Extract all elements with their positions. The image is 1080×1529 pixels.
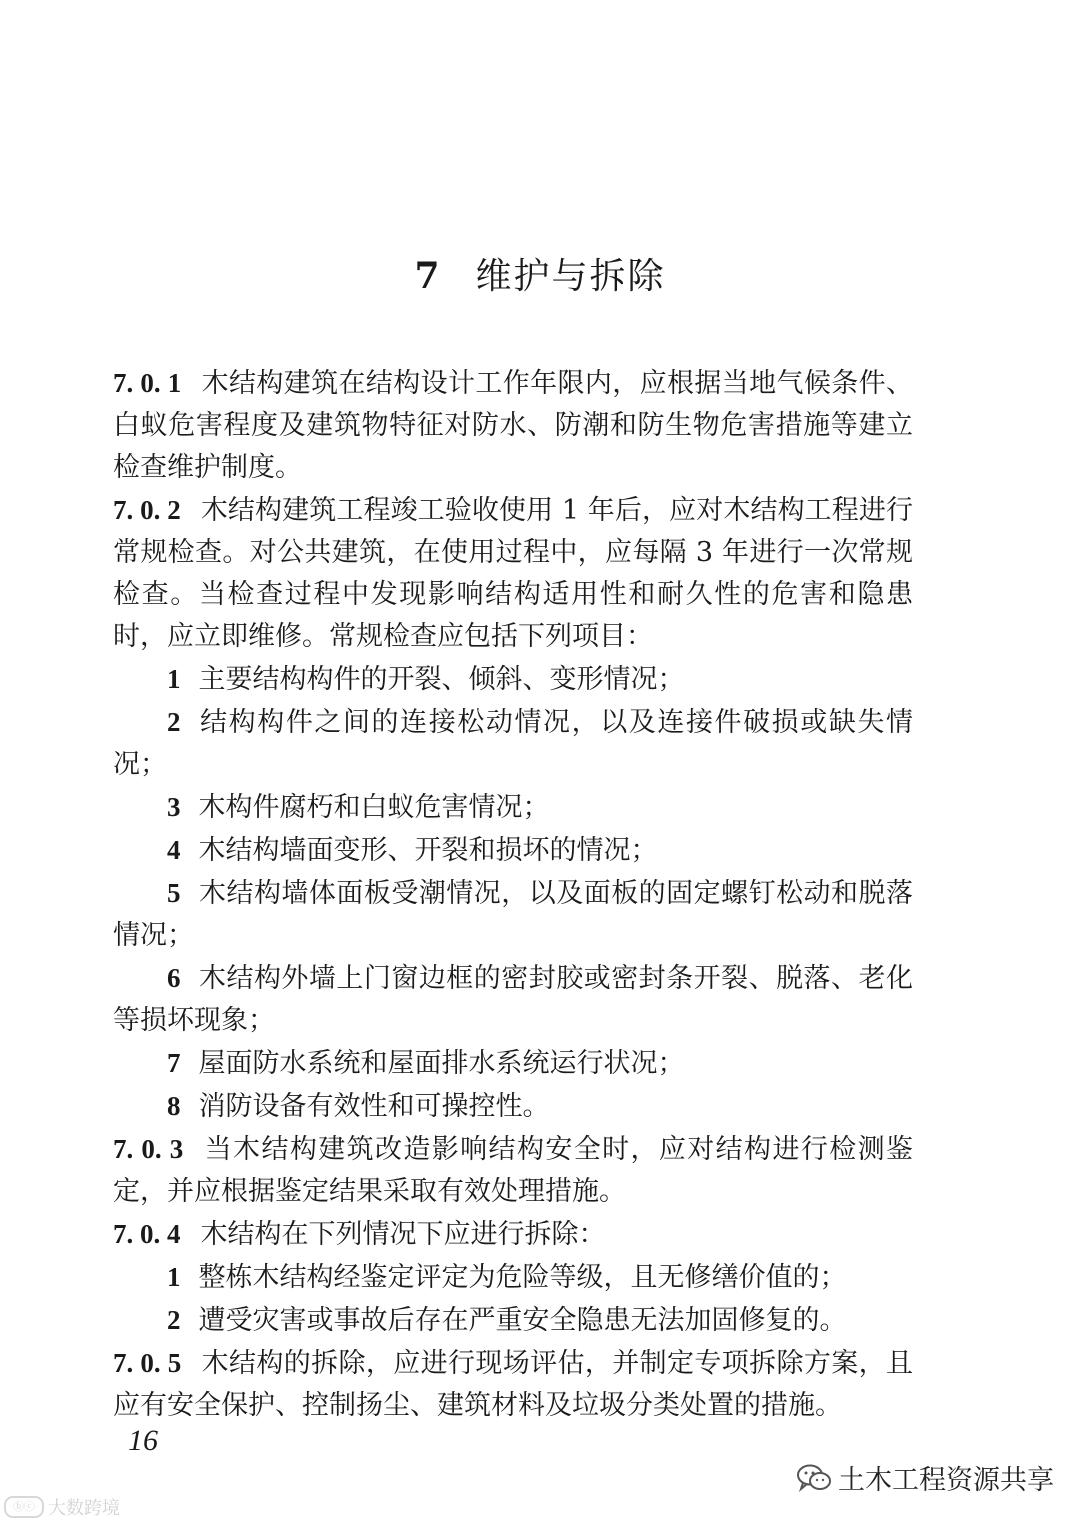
- list-item: [113, 1085, 913, 1128]
- item-number: 4: [167, 835, 181, 865]
- paragraph-text: 主要结构构件的开裂、倾斜、变形情况；: [198, 664, 685, 695]
- paragraph-text: 木构件腐朽和白蚁危害情况；: [198, 792, 550, 823]
- item-number: 2: [167, 707, 181, 737]
- list-item: [113, 829, 913, 872]
- wechat-icon: [796, 1463, 832, 1493]
- clause-number: 7. 0. 4: [113, 1219, 181, 1249]
- document-body: [113, 362, 913, 1427]
- list-item: [113, 1042, 913, 1085]
- clause-paragraph: [113, 1128, 913, 1213]
- paragraph-text: 结构构件之间的连接松动情况，以及连接件破损或缺失情况；: [113, 707, 913, 780]
- list-item: [113, 957, 913, 1042]
- paragraph-text: 遭受灾害或事故后存在严重安全隐患无法加固修复的。: [198, 1305, 847, 1336]
- list-item: [113, 786, 913, 829]
- item-number: 5: [167, 878, 181, 908]
- watermark-right-text: 土木工程资源共享: [838, 1465, 1054, 1496]
- item-number: 7: [167, 1048, 181, 1078]
- paragraph-text: 消防设备有效性和可操控性。: [198, 1091, 550, 1122]
- watermark-left-text: 大数跨境: [48, 1498, 120, 1519]
- chapter-number: 7: [414, 255, 442, 297]
- clause-paragraph: [113, 1213, 913, 1256]
- paragraph-text: 木结构外墙上门窗边框的密封胶或密封条开裂、脱落、老化等损坏现象；: [113, 963, 913, 1036]
- paragraph-text: 木结构在下列情况下应进行拆除：: [200, 1219, 606, 1250]
- item-number: 3: [167, 792, 181, 822]
- item-number: 1: [167, 1262, 181, 1292]
- item-number: 2: [167, 1305, 181, 1335]
- paragraph-text: 木结构墙体面板受潮情况，以及面板的固定螺钉松动和脱落情况；: [113, 878, 913, 951]
- clause-paragraph: [113, 489, 913, 658]
- clause-paragraph: [113, 362, 913, 489]
- paragraph-text: 屋面防水系统和屋面排水系统运行状况；: [198, 1048, 685, 1079]
- paragraph-text: 木结构墙面变形、开裂和损坏的情况；: [198, 835, 658, 866]
- clause-number: 7. 0. 5: [113, 1348, 182, 1378]
- list-item: [113, 1299, 913, 1342]
- list-item: [113, 658, 913, 701]
- watermark-right: [796, 1458, 1054, 1497]
- paragraph-text: 整栋木结构经鉴定评定为危险等级，且无修缮价值的；: [198, 1262, 847, 1293]
- paragraph-text: 木结构的拆除，应进行现场评估，并制定专项拆除方案，且应有安全保护、控制扬尘、建筑材料及垃圾分类处置的措施。: [113, 1348, 913, 1421]
- watermark-left: [4, 1494, 120, 1520]
- chapter-title: [0, 248, 1080, 299]
- paragraph-text: 木结构建筑工程竣工验收使用 1 年后，应对木结构工程进行常规检查。对公共建筑，在使用过程中，应每隔 3 年进行一次常规检查。当检查过程中发现影响结构适用性和耐久性的危害和隐患时，应立即维修。常规检查应包括下列项目：: [113, 495, 913, 652]
- page-number: 16: [128, 1424, 158, 1457]
- watermark-logo: ⓑⓒ: [4, 1496, 44, 1518]
- clause-number: 7. 0. 2: [113, 495, 181, 525]
- item-number: 8: [167, 1091, 181, 1121]
- clause-paragraph: [113, 1342, 913, 1427]
- clause-number: 7. 0. 3: [113, 1134, 184, 1164]
- paragraph-text: 当木结构建筑改造影响结构安全时，应对结构进行检测鉴定，并应根据鉴定结果采取有效处理措施。: [113, 1134, 914, 1207]
- item-number: 1: [167, 664, 181, 694]
- chapter-title-text: 维护与拆除: [475, 256, 666, 297]
- list-item: [113, 701, 913, 786]
- paragraph-text: 木结构建筑在结构设计工作年限内，应根据当地气候条件、白蚁危害程度及建筑物特征对防水、防潮和防生物危害措施等建立检查维护制度。: [113, 368, 913, 483]
- list-item: [113, 1256, 913, 1299]
- list-item: [113, 872, 913, 957]
- clause-number: 7. 0. 1: [113, 368, 182, 398]
- item-number: 6: [167, 963, 181, 993]
